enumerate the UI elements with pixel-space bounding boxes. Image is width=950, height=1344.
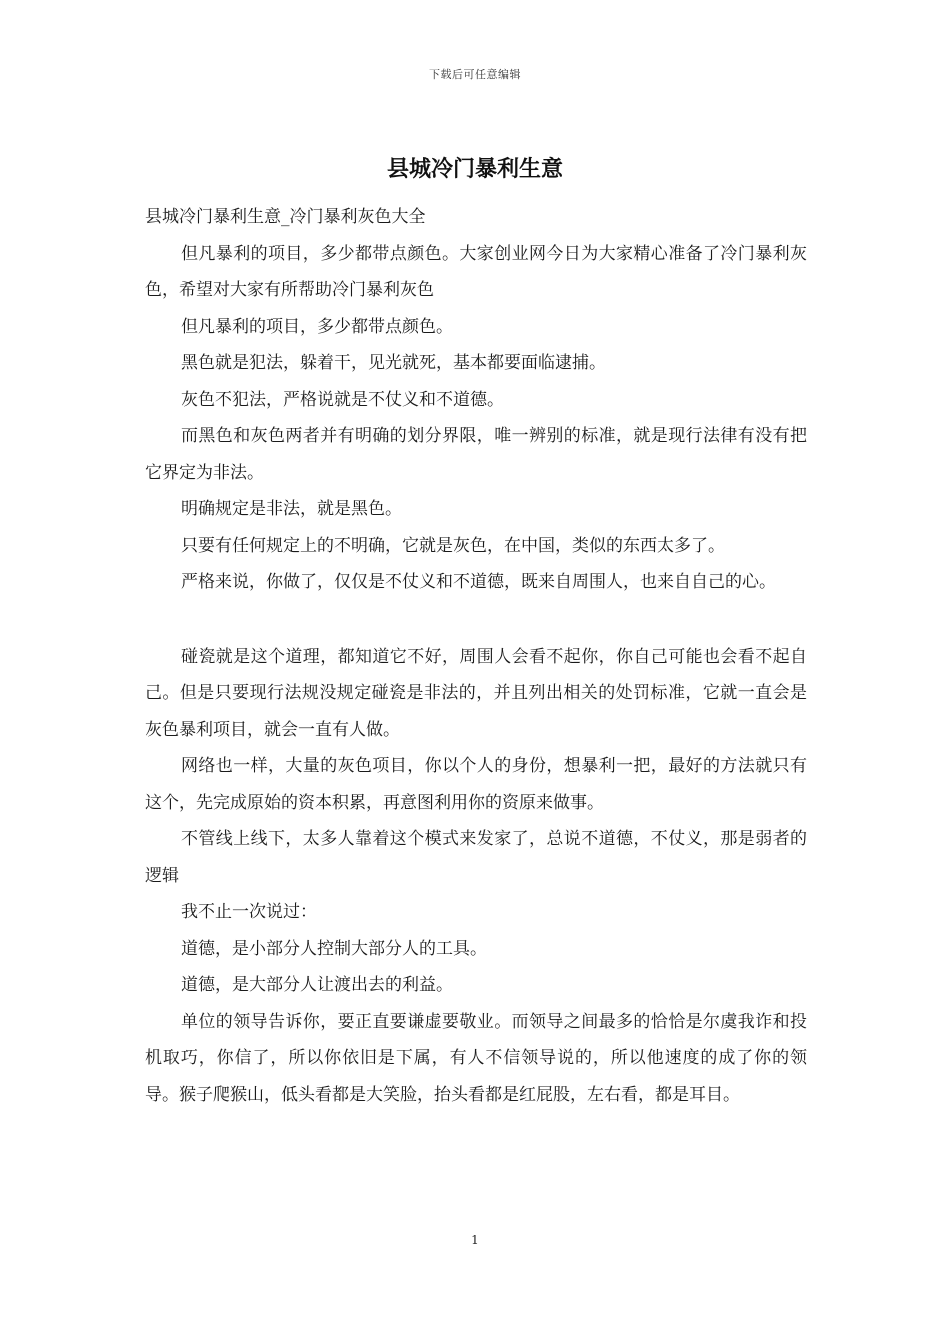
paragraph: 但凡暴利的项目，多少都带点颜色。: [181, 316, 453, 337]
header-note: 下载后可任意编辑: [429, 68, 521, 81]
subtitle-paragraph: 县城冷门暴利生意_冷门暴利灰色大全: [145, 207, 426, 227]
document-title: 县城冷门暴利生意: [386, 156, 563, 182]
document-body: [145, 199, 807, 1113]
page-number: 1: [471, 1233, 479, 1247]
paragraph-spacer: [145, 601, 807, 639]
paragraph: 碰瓷就是这个道理，都知道它不好，周围人会看不起你，你自己可能也会看不起自己。但是只要现行法规没规定碰瓷是非法的，并且列出相关的处罚标准，它就一直会是灰色暴利项目，就会一直有人做。: [145, 646, 807, 740]
paragraph: 灰色不犯法，严格说就是不仗义和不道德。: [181, 389, 504, 410]
paragraph: 只要有任何规定上的不明确，它就是灰色，在中国，类似的东西太多了。: [181, 535, 725, 556]
paragraph: 我不止一次说过：: [181, 902, 317, 922]
paragraph: 严格来说，你做了，仅仅是不仗义和不道德，既来自周围人，也来自自己的心。: [181, 572, 776, 592]
paragraph: 而黑色和灰色两者并有明确的划分界限，唯一辨别的标准，就是现行法律有没有把它界定为非法。: [145, 426, 807, 483]
paragraph: 但凡暴利的项目，多少都带点颜色。大家创业网今日为大家精心准备了冷门暴利灰色，希望对大家有所帮助冷门暴利灰色: [145, 243, 807, 300]
paragraph: 不管线上线下，太多人靠着这个模式来发家了，总说不道德，不仗义，那是弱者的逻辑: [145, 829, 807, 886]
paragraph: 道德，是大部分人让渡出去的利益。: [181, 975, 453, 995]
paragraph: 明确规定是非法，就是黑色。: [181, 499, 402, 519]
paragraph: 黑色就是犯法，躲着干，见光就死，基本都要面临逮捕。: [181, 353, 606, 373]
paragraph: 单位的领导告诉你，要正直要谦虚要敬业。而领导之间最多的恰恰是尔虞我诈和投机取巧，你信了，所以你依旧是下属，有人不信领导说的，所以他速度的成了你的领导。猴子爬猴山，低头看都是大笑脸，抬头看都是红屁股，左右看，都是耳目。: [145, 1011, 807, 1105]
paragraph: 道德，是小部分人控制大部分人的工具。: [181, 938, 487, 959]
paragraph: 网络也一样，大量的灰色项目，你以个人的身份，想暴利一把，最好的方法就只有这个，先完成原始的资本积累，再意图利用你的资原来做事。: [145, 756, 807, 813]
